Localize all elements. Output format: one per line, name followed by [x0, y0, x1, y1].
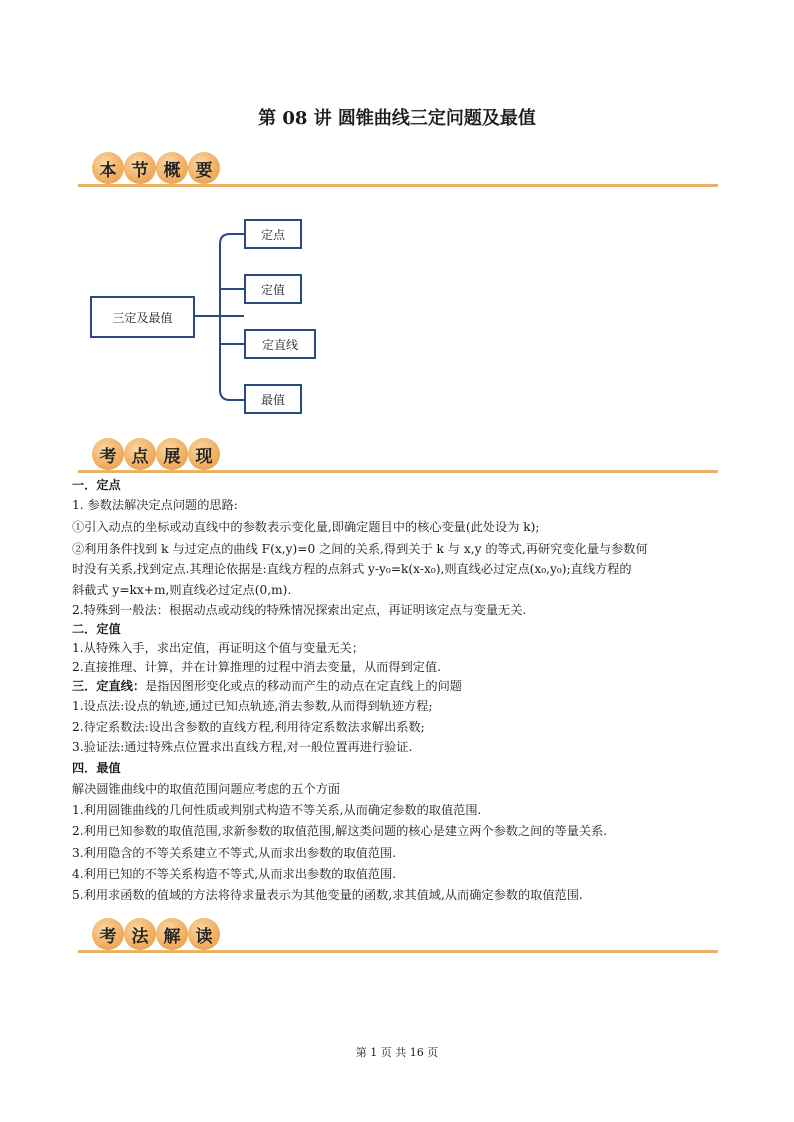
section-bubble: 读 — [188, 918, 220, 950]
section-header-points — [78, 438, 718, 474]
text-line: 2.待定系数法:设出含参数的直线方程,利用待定系数法求解出系数; — [72, 720, 425, 734]
section-bubble: 法 — [124, 918, 156, 950]
section-bubble: 节 — [124, 152, 156, 184]
text-line: 1.利用圆锥曲线的几何性质或判别式构造不等关系,从而确定参数的取值范围. — [72, 803, 482, 817]
section-bubble: 考 — [92, 918, 124, 950]
section-bubble: 点 — [124, 438, 156, 470]
text-line: 斜截式 y=kx+m,则直线必过定点(0,m). — [72, 583, 292, 597]
text-line: 5.利用求函数的值域的方法将待求量表示为其他变量的函数,求其值域,从而确定参数的取值范围. — [72, 888, 583, 902]
page-footer: 第 1 页 共 16 页 — [355, 1046, 439, 1059]
section-divider — [78, 470, 718, 473]
text-line: 2.直接推理、计算，并在计算推理的过程中消去变量，从而得到定值. — [72, 660, 441, 674]
heading-fixed-line-desc: 是指因图形变化或点的移动而产生的动点在定直线上的问题 — [145, 679, 462, 693]
section-bubble: 展 — [156, 438, 188, 470]
section-bubble: 要 — [188, 152, 220, 184]
section-bubble: 本 — [92, 152, 124, 184]
section-bubble: 解 — [156, 918, 188, 950]
text-line: 解决圆锥曲线中的取值范围问题应考虑的五个方面 — [72, 782, 341, 796]
heading-extremum: 四．最值 — [72, 761, 121, 775]
page-title: 第 08 讲 圆锥曲线三定问题及最值 — [258, 108, 536, 129]
text-line: 1.设点法:设点的轨迹,通过已知点轨迹,消去参数,从而得到轨迹方程; — [72, 699, 433, 713]
text-line: 1. 参数法解决定点问题的思路: — [72, 498, 238, 512]
text-line: 2.特殊到一般法：根据动点或动线的特殊情况探索出定点，再证明该定点与变量无关. — [72, 603, 527, 617]
mindmap-node-fixed-value: 定值 — [244, 274, 302, 304]
mindmap-node-extremum: 最值 — [244, 384, 302, 414]
section-bubble: 概 — [156, 152, 188, 184]
section-bubble: 考 — [92, 438, 124, 470]
text-line: ①引入动点的坐标或动直线中的参数表示变化量,即确定题目中的核心变量(此处设为 k); — [72, 520, 540, 534]
text-line: 3.验证法:通过特殊点位置求出直线方程,对一般位置再进行验证. — [72, 740, 413, 754]
text-line: 时没有关系,找到定点.其理论依据是:直线方程的点斜式 y-y₀=k(x-x₀),则直线必过定点(x₀,y₀);直线方程的 — [72, 562, 632, 576]
section-bubble: 现 — [188, 438, 220, 470]
mindmap-node-fixed-point: 定点 — [244, 219, 302, 249]
section-header-methods — [78, 918, 718, 954]
heading-fixed-point: 一．定点 — [72, 478, 121, 492]
heading-fixed-line-label: 三．定直线： — [72, 679, 146, 693]
heading-fixed-value: 二．定值 — [72, 622, 121, 636]
text-line: 4.利用已知的不等关系构造不等式,从而求出参数的取值范围. — [72, 867, 397, 881]
mindmap-connectors — [0, 0, 794, 440]
mindmap-root: 三定及最值 — [90, 296, 195, 338]
text-line: 3.利用隐含的不等关系建立不等式,从而求出参数的取值范围. — [72, 846, 397, 860]
section-divider — [78, 950, 718, 953]
text-line: ②利用条件找到 k 与过定点的曲线 F(x,y)=0 之间的关系,得到关于 k 与 x,y 的等式,再研究变化量与参数何 — [72, 542, 648, 556]
text-line: 2.利用已知参数的取值范围,求新参数的取值范围,解这类问题的核心是建立两个参数之间的等量关系. — [72, 824, 608, 838]
text-line: 1.从特殊入手，求出定值，再证明这个值与变量无关； — [72, 641, 364, 655]
heading-fixed-line — [72, 678, 462, 694]
mindmap-node-fixed-line: 定直线 — [244, 329, 316, 359]
